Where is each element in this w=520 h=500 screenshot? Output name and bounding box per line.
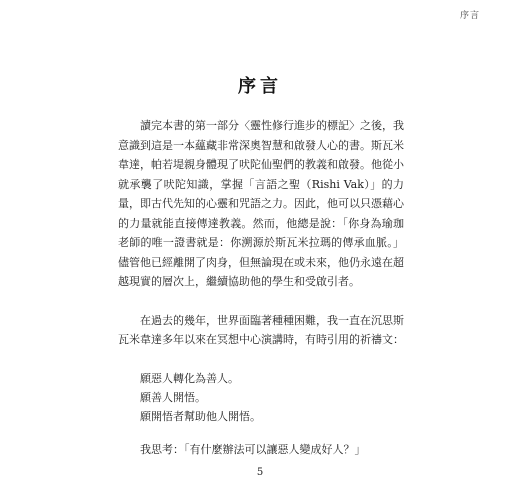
- prayer-block: [118, 369, 404, 426]
- page-body: [118, 116, 404, 459]
- page-title: 序言: [238, 76, 282, 97]
- paragraph-2: 在過去的幾年，世界面臨著種種困難，我一直在沉思斯瓦米韋達多年以來在冥想中心演講時，有時引用的祈禱文：: [118, 313, 404, 346]
- spacer: [118, 350, 404, 369]
- spacer: [118, 292, 404, 311]
- paragraph-3: 我思考：「有什麼辦法可以讓惡人變成好人？」: [140, 442, 366, 456]
- running-header: 序言: [459, 11, 480, 21]
- spacer: [118, 426, 404, 440]
- prayer-line: 願善人開悟。: [140, 390, 206, 404]
- prayer-line: 願開悟者幫助他人開悟。: [140, 409, 261, 423]
- page-number: 5: [256, 467, 264, 478]
- paragraph-1: 讀完本書的第一部分〈靈性修行進步的標記〉之後，我意識到這是一本蘊藏非常深奧智慧和啟發人心的書。斯瓦米韋達，帕若堤親身體現了吠陀仙聖們的教義和啟發。他從小就承襲了吠陀知識，掌握「言語之聖（Rishi Vak）」的力量，即古代先知的心靈和咒語之力。因此，他可以只憑藉心的力量就能直接傳達教義。然而，他總是說：「你身為瑜珈老師的唯一證書就是：你溯源於斯瓦米拉瑪的傳承血脈。」儘管他已經離開了肉身，但無論現在或未來，他仍永遠在超越現實的層次上，繼續協助他的學生和受啟引者。: [118, 119, 404, 288]
- prayer-line: 願惡人轉化為善人。: [140, 371, 239, 385]
